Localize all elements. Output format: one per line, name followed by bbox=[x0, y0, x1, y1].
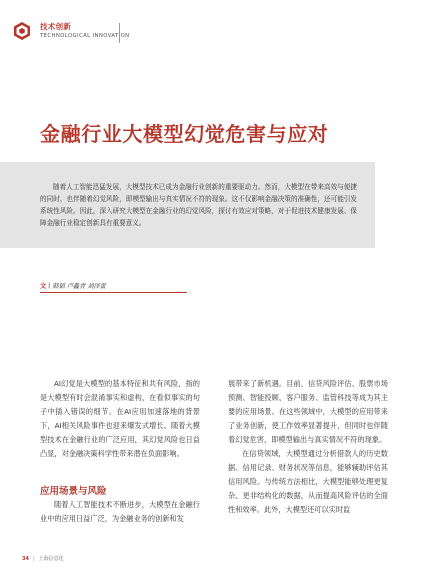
column-left bbox=[40, 377, 200, 461]
paragraph: 展带来了新机遇。目前，信贷风险评估、股票市场预测、智能投顾、客户服务、监管科技等成为其主要的应用场景。在这些领域中，大模型的应用带来了业务创新，使工作效率显著提升，但同时也伴随着幻觉危害，即模型输出与真实情况不符的现象。 bbox=[228, 379, 388, 444]
page-number: 34 bbox=[22, 556, 29, 562]
byline-authors: 韩韬 卢鑫青 刘泽雷 bbox=[52, 283, 106, 290]
section-divider bbox=[119, 23, 120, 43]
article-title: 金融行业大模型幻觉危害与应对 bbox=[40, 122, 329, 146]
column-left-continued bbox=[40, 498, 200, 526]
byline-rule bbox=[40, 292, 187, 293]
brand-logo-icon bbox=[12, 21, 32, 41]
byline-label: 文丨 bbox=[40, 283, 53, 290]
byline bbox=[40, 281, 106, 290]
column-right bbox=[228, 377, 388, 517]
paragraph: 随着人工智能技术不断进步，大模型在金融行业中的应用日益广泛，为金融业务的创新和发 bbox=[40, 500, 200, 523]
section-subtitle: TECHNOLOGICAL INNOVATION bbox=[40, 33, 130, 39]
paragraph: 在信贷领域，大模型通过分析借款人的历史数据、信用记录、财务状况等信息，能够辅助评估其信用风险。与传统方法相比，大模型能够处理更复杂、更非结构化的数据，从而提高风险评估的全面性和效率。此外，大模型还可以实时监 bbox=[228, 449, 388, 514]
section-title: 技术创新 bbox=[40, 22, 72, 31]
paragraph: AI幻觉是大模型的基本特征和共有风险，指的是大模型有时会混淆事实和虚构，在看似事实的句子中插入错误的细节。在AI应用加速落地的背景下，AI相关风险事件也迎来爆发式增长。随着大模型技术在金融行业的广泛应用，其幻觉风险也日益凸显，对金融决策科学性带来潜在负面影响。 bbox=[40, 379, 200, 458]
footer-separator: | bbox=[32, 556, 35, 562]
subheading: 应用场景与风险 bbox=[40, 486, 107, 497]
abstract-text: 随着人工智能迅猛发展，大模型技术已成为金融行业创新的重要驱动力。然而，大模型在带来高效与便捷的同时，也伴随着幻觉风险，即模型输出与真实情况不符的现象。这不仅影响金融决策的准确性，还可能引发系统性风险。因此，深入研究大模型在金融行业的幻觉风险，探讨有效应对策略，对于促进技术健康发展、保障金融行业稳定创新具有重要意义。 bbox=[40, 183, 357, 227]
page-footer bbox=[22, 555, 64, 562]
publication-name: 上海信息化 bbox=[38, 556, 64, 562]
